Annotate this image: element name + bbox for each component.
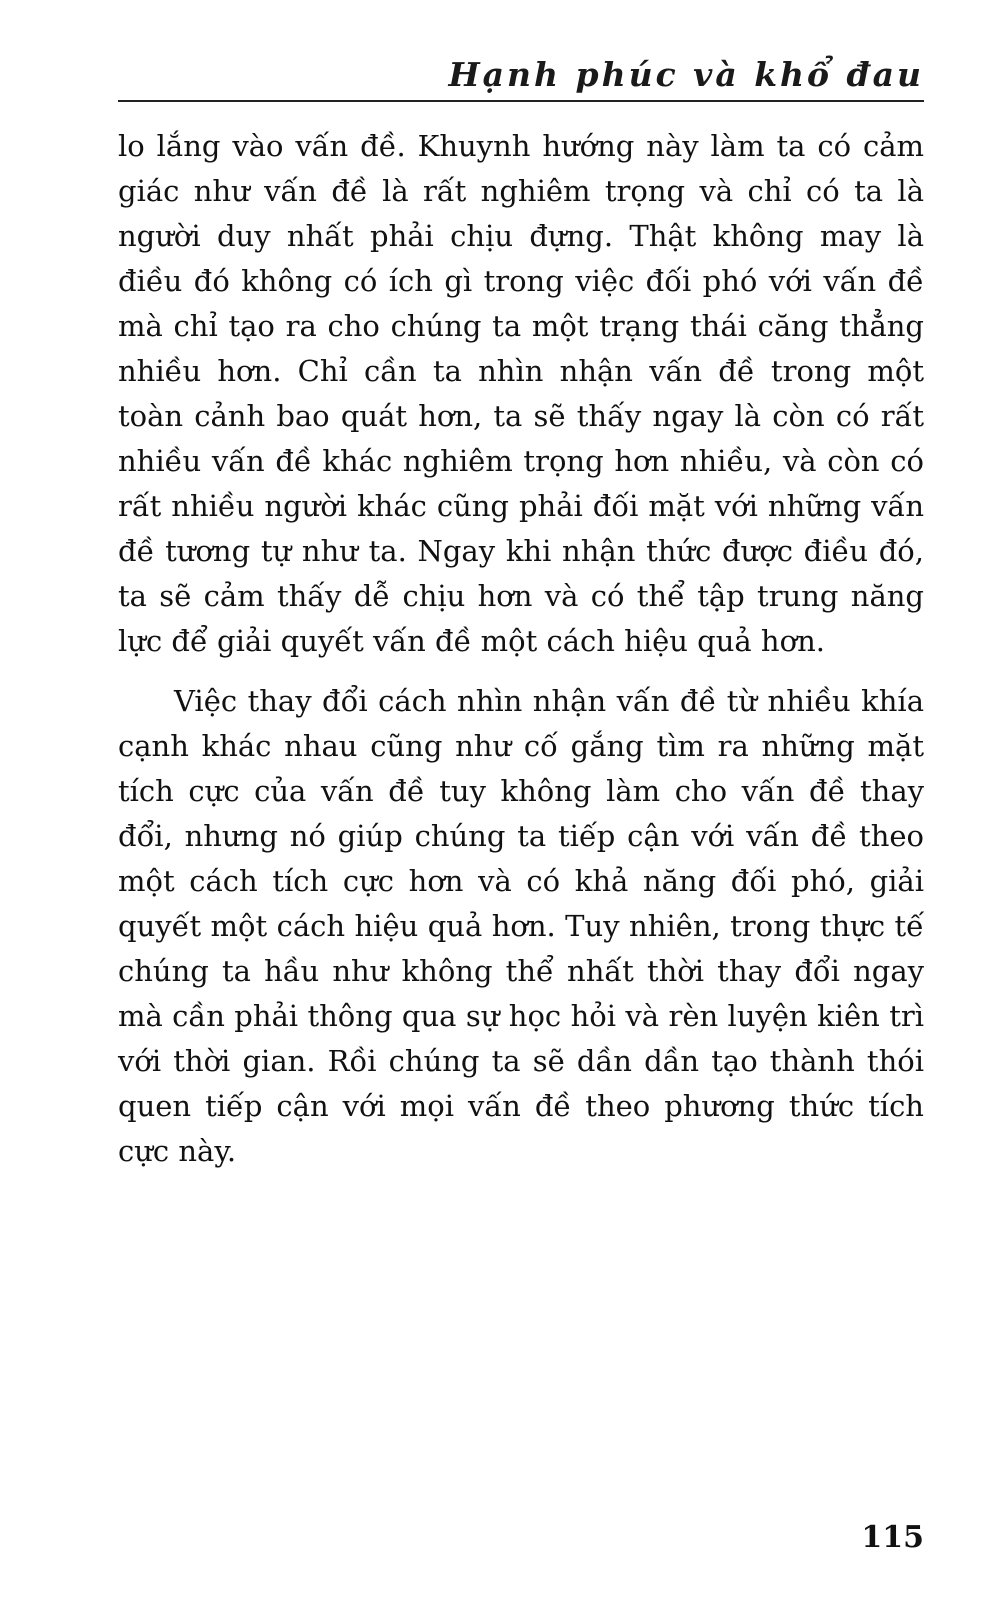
running-header [118,50,924,102]
page-number: 115 [861,1520,924,1555]
body-text [118,124,924,1174]
book-page [118,0,924,1600]
paragraph-continued: lo lắng vào vấn đề. Khuynh hướng này làm ta có cảm giác như vấn đề là rất nghiêm trọng và chỉ có ta là người duy nhất phải chịu đựng. Thật không may là điều đó không có ích gì trong việc đối phó với vấn đề mà chỉ tạo ra cho chúng ta một trạng thái căng thẳng nhiều hơn. Chỉ cần ta nhìn nhận vấn đề trong một toàn cảnh bao quát hơn, ta sẽ thấy ngay là còn có rất nhiều vấn đề khác nghiêm trọng hơn nhiều, và còn có rất nhiều người khác cũng phải đối mặt với những vấn đề tương tự như ta. Ngay khi nhận thức được điều đó, ta sẽ cảm thấy dễ chịu hơn và có thể tập trung năng lực để giải quyết vấn đề một cách hiệu quả hơn. [118,129,924,658]
running-header-title: Hạnh phúc và khổ đau [448,55,924,94]
paragraph: Việc thay đổi cách nhìn nhận vấn đề từ nhiều khía cạnh khác nhau cũng như cố gắng tìm ra những mặt tích cực của vấn đề tuy không làm cho vấn đề thay đổi, nhưng nó giúp chúng ta tiếp cận với vấn đề theo một cách tích cực hơn và có khả năng đối phó, giải quyết một cách hiệu quả hơn. Tuy nhiên, trong thực tế chúng ta hầu như không thể nhất thời thay đổi ngay mà cần phải thông qua sự học hỏi và rèn luyện kiên trì với thời gian. Rồi chúng ta sẽ dần dần tạo thành thói quen tiếp cận với mọi vấn đề theo phương thức tích cực này. [118,684,924,1168]
